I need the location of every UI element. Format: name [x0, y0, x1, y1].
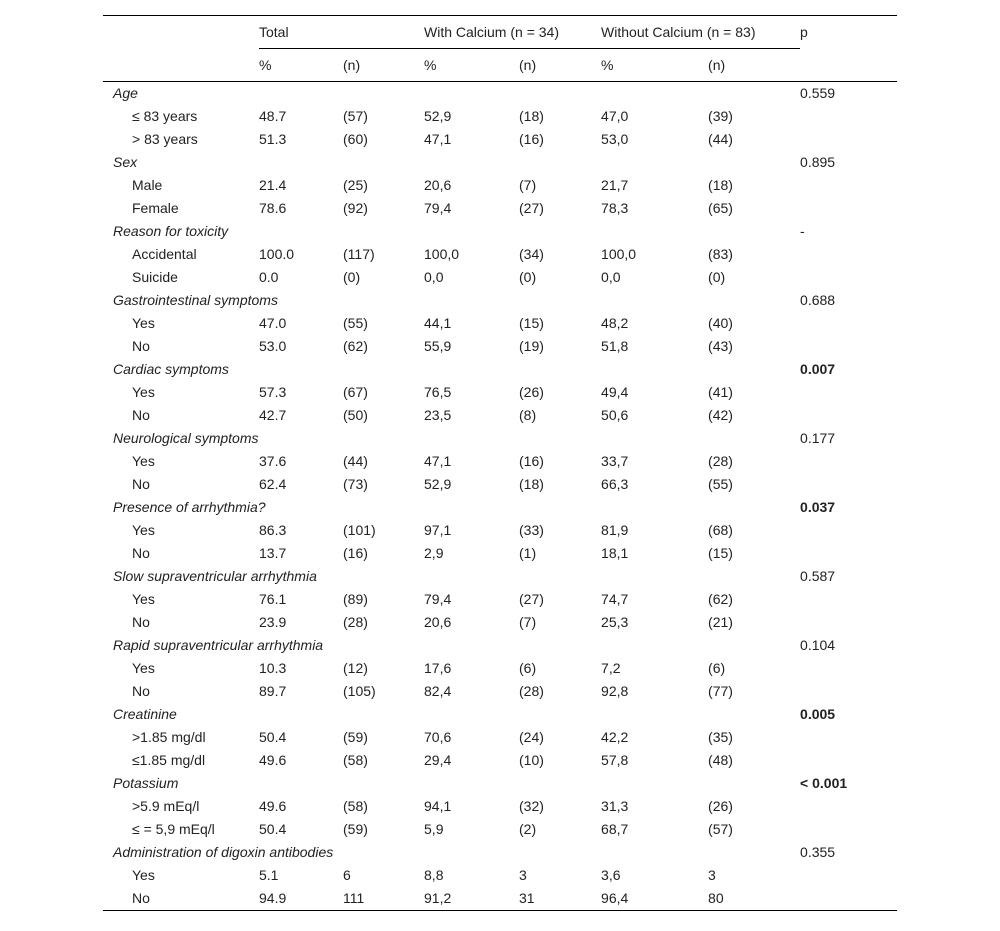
cell-with-n: (16)	[519, 453, 544, 469]
cell-total-pct: 42.7	[259, 407, 287, 423]
cell-without-pct: 31,3	[601, 798, 629, 814]
cell-with-pct: 52,9	[424, 476, 452, 492]
cell-without-n: (62)	[708, 591, 733, 607]
table-row	[103, 818, 897, 841]
cell-total-pct: 100.0	[259, 246, 295, 262]
cell-with-pct: 97,1	[424, 522, 452, 538]
table-row	[103, 128, 897, 151]
cell-without-pct: 0,0	[601, 269, 621, 285]
p-empty	[800, 128, 897, 151]
cell-total-n: (59)	[343, 729, 368, 745]
row-label: >5.9 mEq/l	[132, 798, 200, 814]
cell-total-n: (16)	[343, 545, 368, 561]
header-sub-row	[103, 49, 897, 82]
cell-total-n: (62)	[343, 338, 368, 354]
p-value: -	[800, 223, 805, 239]
p-empty	[800, 197, 897, 220]
p-empty	[800, 726, 897, 749]
p-empty	[800, 312, 897, 335]
cell-total-pct: 78.6	[259, 200, 287, 216]
cell-with-n: (6)	[519, 660, 537, 676]
cell-without-n: (39)	[708, 108, 733, 124]
row-label: Yes	[132, 867, 155, 883]
cell-with-n: (34)	[519, 246, 544, 262]
cell-with-pct: 52,9	[424, 108, 452, 124]
row-label: Female	[132, 200, 179, 216]
p-empty	[800, 542, 897, 565]
p-empty	[800, 404, 897, 427]
row-label: Yes	[132, 660, 155, 676]
section-label: Rapid supraventricular arrhythmia	[113, 637, 324, 653]
table-container	[103, 15, 897, 911]
cell-with-pct: 23,5	[424, 407, 452, 423]
cell-with-pct: 100,0	[424, 246, 460, 262]
p-value: < 0.001	[800, 775, 848, 791]
cell-total-n: (67)	[343, 384, 368, 400]
sub-header-with-pct: %	[424, 49, 519, 82]
table-row	[103, 542, 897, 565]
section-label: Reason for toxicity	[113, 223, 229, 239]
cell-with-pct: 20,6	[424, 614, 452, 630]
p-empty	[800, 818, 897, 841]
cell-without-pct: 81,9	[601, 522, 629, 538]
cell-total-pct: 48.7	[259, 108, 287, 124]
p-empty	[800, 266, 897, 289]
row-label: ≤1.85 mg/dl	[132, 752, 206, 768]
cell-total-pct: 23.9	[259, 614, 287, 630]
p-empty	[800, 243, 897, 266]
cell-without-pct: 96,4	[601, 887, 708, 911]
cell-with-n: 31	[519, 887, 601, 911]
cell-without-pct: 21,7	[601, 177, 629, 193]
cell-total-n: (55)	[343, 315, 368, 331]
table-row	[103, 657, 897, 680]
p-value: 0.104	[800, 637, 836, 653]
cell-total-n: (25)	[343, 177, 368, 193]
p-value: 0.895	[800, 154, 836, 170]
row-label: Yes	[132, 315, 155, 331]
cell-total-n: (57)	[343, 108, 368, 124]
cell-without-n: 3	[708, 867, 716, 883]
row-label: No	[132, 683, 150, 699]
cell-without-n: (44)	[708, 131, 733, 147]
p-empty	[800, 864, 897, 887]
cell-with-pct: 91,2	[424, 887, 519, 911]
cell-without-pct: 50,6	[601, 407, 629, 423]
cell-total-pct: 86.3	[259, 522, 287, 538]
cell-total-pct: 89.7	[259, 683, 287, 699]
cell-total-pct: 0.0	[259, 269, 279, 285]
cell-total-n: (58)	[343, 798, 368, 814]
cell-without-n: (26)	[708, 798, 733, 814]
p-empty	[800, 105, 897, 128]
cell-with-n: (28)	[519, 683, 544, 699]
row-label: Yes	[132, 384, 155, 400]
cell-with-n: (27)	[519, 591, 544, 607]
cell-without-n: (18)	[708, 177, 733, 193]
row-label: Yes	[132, 591, 155, 607]
cell-without-n: (40)	[708, 315, 733, 331]
section-row	[103, 565, 897, 588]
cell-with-n: 3	[519, 867, 527, 883]
cell-total-pct: 47.0	[259, 315, 287, 331]
cell-with-n: (8)	[519, 407, 537, 423]
cell-without-n: (21)	[708, 614, 733, 630]
cell-total-n: (44)	[343, 453, 368, 469]
p-empty	[800, 611, 897, 634]
cell-with-pct: 20,6	[424, 177, 452, 193]
section-label: Sex	[113, 154, 138, 170]
cell-without-pct: 25,3	[601, 614, 629, 630]
cell-without-n: (48)	[708, 752, 733, 768]
section-row	[103, 289, 897, 312]
cell-with-pct: 5,9	[424, 821, 444, 837]
cell-without-pct: 33,7	[601, 453, 629, 469]
p-value: 0.355	[800, 844, 836, 860]
cell-without-n: (43)	[708, 338, 733, 354]
sub-header-total-pct: %	[259, 49, 343, 82]
cell-without-pct: 53,0	[601, 131, 629, 147]
cell-without-pct: 7,2	[601, 660, 621, 676]
cell-total-n: (105)	[343, 683, 376, 699]
sub-header-without-pct: %	[601, 49, 708, 82]
row-label: No	[132, 407, 150, 423]
p-empty	[800, 335, 897, 358]
row-label: No	[132, 614, 150, 630]
section-row	[103, 151, 897, 174]
table-row	[103, 266, 897, 289]
section-label: Slow supraventricular arrhythmia	[113, 568, 317, 584]
table-row	[103, 105, 897, 128]
cell-with-pct: 29,4	[424, 752, 452, 768]
table-row	[103, 174, 897, 197]
p-empty	[800, 795, 897, 818]
cell-total-n: 111	[343, 887, 424, 911]
cell-total-pct: 50.4	[259, 821, 287, 837]
section-label: Creatinine	[113, 706, 177, 722]
table-row	[103, 335, 897, 358]
cell-total-pct: 49.6	[259, 798, 287, 814]
cell-without-pct: 92,8	[601, 683, 629, 699]
cell-without-pct: 47,0	[601, 108, 629, 124]
cell-with-n: (27)	[519, 200, 544, 216]
section-row	[103, 220, 897, 243]
p-value: 0.688	[800, 292, 836, 308]
cell-with-pct: 94,1	[424, 798, 452, 814]
row-label: Yes	[132, 453, 155, 469]
table-row	[103, 381, 897, 404]
p-empty	[800, 588, 897, 611]
cell-with-n: (24)	[519, 729, 544, 745]
table-row	[103, 795, 897, 818]
cell-with-n: (15)	[519, 315, 544, 331]
section-row	[103, 634, 897, 657]
cell-total-n: (60)	[343, 131, 368, 147]
cell-with-n: (19)	[519, 338, 544, 354]
table-row	[103, 197, 897, 220]
cell-total-n: (92)	[343, 200, 368, 216]
table-body	[103, 82, 897, 911]
cell-total-pct: 49.6	[259, 752, 287, 768]
cell-total-pct: 13.7	[259, 545, 287, 561]
cell-without-n: (55)	[708, 476, 733, 492]
cell-with-pct: 0,0	[424, 269, 444, 285]
cell-without-n: (28)	[708, 453, 733, 469]
section-label: Gastrointestinal symptoms	[113, 292, 278, 308]
p-empty	[800, 174, 897, 197]
table-row	[103, 588, 897, 611]
table-row	[103, 473, 897, 496]
sub-header-without-n: (n)	[708, 49, 800, 82]
cell-without-pct: 100,0	[601, 246, 637, 262]
cell-total-n: (0)	[343, 269, 361, 285]
table-row	[103, 312, 897, 335]
section-row	[103, 358, 897, 381]
cell-with-pct: 70,6	[424, 729, 452, 745]
cell-total-n: (12)	[343, 660, 368, 676]
row-label: No	[132, 545, 150, 561]
section-label: Age	[113, 85, 138, 101]
cell-total-pct: 57.3	[259, 384, 287, 400]
cell-without-n: (6)	[708, 660, 726, 676]
section-label: Presence of arrhythmia?	[113, 499, 266, 515]
cell-with-n: (18)	[519, 476, 544, 492]
table-row	[103, 404, 897, 427]
row-label: Accidental	[132, 246, 197, 262]
sub-header-empty	[103, 49, 259, 82]
cell-with-pct: 47,1	[424, 131, 452, 147]
cell-without-pct: 18,1	[601, 545, 629, 561]
cell-without-n: (68)	[708, 522, 733, 538]
row-label: No	[132, 338, 150, 354]
section-row	[103, 772, 897, 795]
table-row	[103, 680, 897, 703]
cell-total-pct: 62.4	[259, 476, 287, 492]
p-empty	[800, 519, 897, 542]
table-row	[103, 243, 897, 266]
cell-total-pct: 53.0	[259, 338, 287, 354]
section-row	[103, 703, 897, 726]
row-label: Yes	[132, 522, 155, 538]
section-label: Administration of digoxin antibodies	[113, 844, 334, 860]
cell-without-n: (42)	[708, 407, 733, 423]
table-row	[103, 749, 897, 772]
p-value: 0.007	[800, 361, 836, 377]
table-row	[103, 887, 897, 911]
cell-without-pct: 42,2	[601, 729, 629, 745]
section-row	[103, 427, 897, 450]
cell-total-n: (58)	[343, 752, 368, 768]
cell-without-n: (83)	[708, 246, 733, 262]
p-value: 0.037	[800, 499, 836, 515]
cell-with-n: (10)	[519, 752, 544, 768]
cell-without-n: (57)	[708, 821, 733, 837]
cell-total-pct: 5.1	[259, 867, 279, 883]
sub-header-p-empty	[800, 49, 897, 82]
cell-without-n: (35)	[708, 729, 733, 745]
cell-total-pct: 50.4	[259, 729, 287, 745]
table-row	[103, 519, 897, 542]
cell-total-n: (73)	[343, 476, 368, 492]
cell-with-n: (16)	[519, 131, 544, 147]
p-value: 0.559	[800, 85, 836, 101]
cell-without-n: (0)	[708, 269, 726, 285]
cell-with-pct: 82,4	[424, 683, 452, 699]
cell-with-n: (18)	[519, 108, 544, 124]
cell-with-n: (1)	[519, 545, 537, 561]
cell-with-pct: 2,9	[424, 545, 444, 561]
table-row	[103, 864, 897, 887]
cell-without-n: (15)	[708, 545, 733, 561]
cell-total-pct: 37.6	[259, 453, 287, 469]
cell-without-n: (65)	[708, 200, 733, 216]
cell-without-pct: 48,2	[601, 315, 629, 331]
cell-total-n: (101)	[343, 522, 376, 538]
cell-without-n: (41)	[708, 384, 733, 400]
cell-with-pct: 76,5	[424, 384, 452, 400]
cell-without-pct: 66,3	[601, 476, 629, 492]
cell-with-pct: 55,9	[424, 338, 452, 354]
cell-without-pct: 3,6	[601, 867, 621, 883]
table-row	[103, 611, 897, 634]
p-value: 0.177	[800, 430, 836, 446]
cell-with-pct: 79,4	[424, 591, 452, 607]
cell-total-n: (89)	[343, 591, 368, 607]
cell-without-n: 80	[708, 887, 800, 911]
row-label: ≤ = 5,9 mEq/l	[132, 821, 215, 837]
cell-total-n: (50)	[343, 407, 368, 423]
sub-header-with-n: (n)	[519, 49, 601, 82]
cell-with-n: (7)	[519, 177, 537, 193]
row-label: Suicide	[132, 269, 178, 285]
cell-total-n: (28)	[343, 614, 368, 630]
header-p: p	[800, 16, 897, 49]
header-empty	[103, 16, 259, 49]
cell-with-n: (33)	[519, 522, 544, 538]
header-group-row	[103, 16, 897, 49]
row-label: Male	[132, 177, 163, 193]
section-row	[103, 82, 897, 106]
cell-with-n: (2)	[519, 821, 537, 837]
cell-without-pct: 57,8	[601, 752, 629, 768]
cell-total-n: 6	[343, 867, 351, 883]
p-empty	[800, 657, 897, 680]
cell-with-pct: 44,1	[424, 315, 452, 331]
row-label: No	[132, 476, 150, 492]
cell-total-n: (117)	[343, 246, 375, 262]
cell-with-n: (32)	[519, 798, 544, 814]
cell-without-pct: 49,4	[601, 384, 629, 400]
p-empty	[800, 450, 897, 473]
cell-total-pct: 10.3	[259, 660, 287, 676]
p-empty	[800, 473, 897, 496]
cell-without-n: (77)	[708, 683, 733, 699]
cell-total-n: (59)	[343, 821, 368, 837]
section-label: Cardiac symptoms	[113, 361, 229, 377]
cell-with-n: (0)	[519, 269, 537, 285]
table-row	[103, 726, 897, 749]
cell-with-pct: 47,1	[424, 453, 452, 469]
section-label: Potassium	[113, 775, 179, 791]
header-with-calcium: With Calcium (n = 34)	[424, 16, 601, 49]
p-value: 0.005	[800, 706, 836, 722]
p-empty	[800, 381, 897, 404]
cell-with-pct: 17,6	[424, 660, 452, 676]
row-label: >1.85 mg/dl	[132, 729, 206, 745]
p-empty	[800, 680, 897, 703]
header-total: Total	[259, 16, 424, 49]
row-label: No	[103, 887, 259, 911]
cell-with-pct: 79,4	[424, 200, 452, 216]
cell-total-pct: 21.4	[259, 177, 287, 193]
header-without-calcium: Without Calcium (n = 83)	[601, 16, 800, 49]
cell-total-pct: 94.9	[259, 887, 343, 911]
section-row	[103, 496, 897, 519]
row-label: ≤ 83 years	[132, 108, 198, 124]
cell-with-n: (26)	[519, 384, 544, 400]
cell-total-pct: 76.1	[259, 591, 287, 607]
cell-with-n: (7)	[519, 614, 537, 630]
p-value: 0.587	[800, 568, 836, 584]
cell-without-pct: 78,3	[601, 200, 629, 216]
p-empty	[800, 887, 897, 911]
section-row	[103, 841, 897, 864]
section-label: Neurological symptoms	[113, 430, 259, 446]
cell-without-pct: 51,8	[601, 338, 629, 354]
table-row	[103, 450, 897, 473]
row-label: > 83 years	[132, 131, 198, 147]
cell-without-pct: 74,7	[601, 591, 629, 607]
cell-total-pct: 51.3	[259, 131, 287, 147]
p-empty	[800, 749, 897, 772]
data-table	[103, 15, 897, 911]
cell-without-pct: 68,7	[601, 821, 629, 837]
sub-header-total-n: (n)	[343, 49, 424, 82]
cell-with-pct: 8,8	[424, 867, 444, 883]
